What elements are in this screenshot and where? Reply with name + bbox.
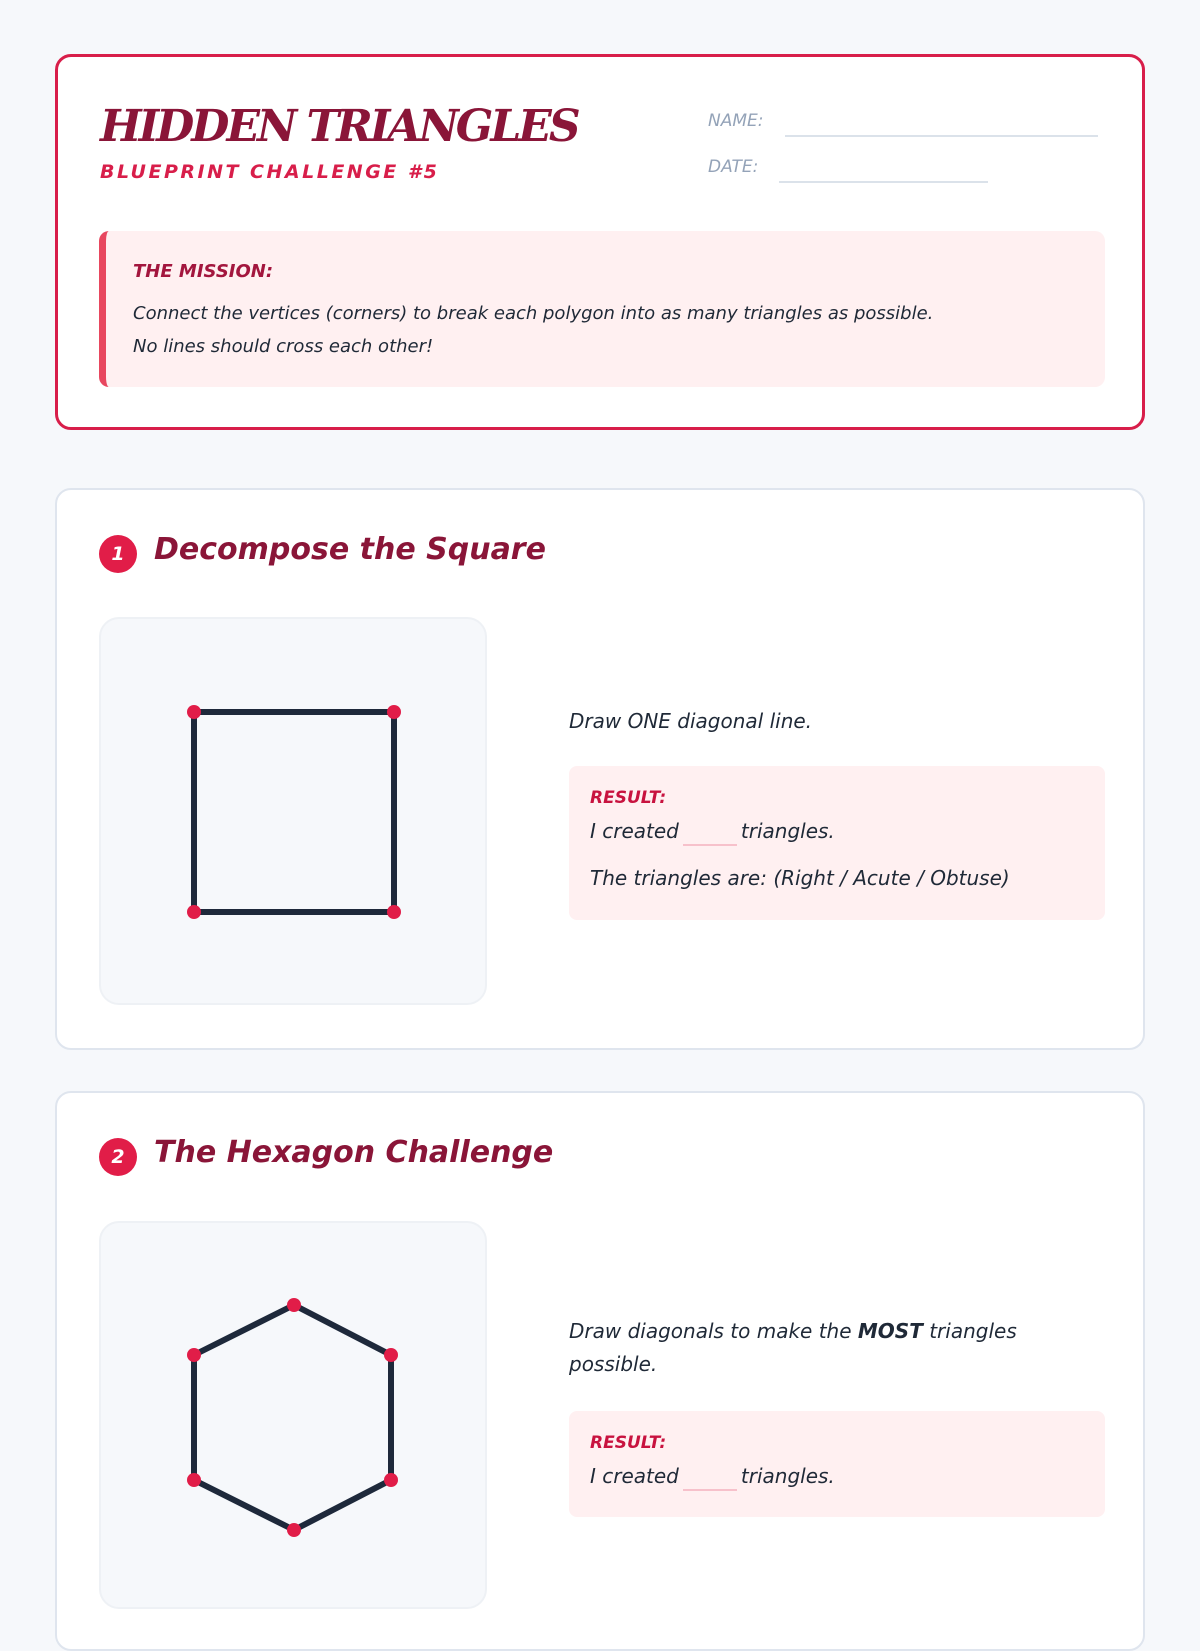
result-title: RESULT: xyxy=(590,788,667,808)
section-number-badge: 1 xyxy=(99,535,137,573)
vertex-point xyxy=(384,1473,398,1487)
worksheet-title: HIDDEN TRIANGLES xyxy=(100,101,578,152)
triangle-type-line: The triangles are: (Right / Acute / Obtuse) xyxy=(590,866,1010,890)
square-instruction: Draw ONE diagonal line. xyxy=(569,709,813,733)
name-field[interactable] xyxy=(785,135,1098,137)
result-count-line xyxy=(590,1464,835,1491)
result-prefix: I created xyxy=(590,1464,679,1488)
instruction-text: triangles possible. xyxy=(569,1319,1017,1376)
date-field[interactable] xyxy=(779,181,988,183)
square-outline xyxy=(194,712,394,912)
section-card-square xyxy=(55,488,1145,1050)
section-number-badge: 2 xyxy=(99,1138,137,1176)
section-title: The Hexagon Challenge xyxy=(154,1135,554,1170)
section-title: Decompose the Square xyxy=(154,532,546,567)
result-prefix: I created xyxy=(590,819,679,843)
result-title: RESULT: xyxy=(590,1433,667,1453)
vertex-point xyxy=(387,705,401,719)
instruction-emphasis: MOST xyxy=(857,1319,923,1343)
vertex-point xyxy=(187,1473,201,1487)
vertex-point xyxy=(187,705,201,719)
header-card xyxy=(55,54,1145,430)
mission-box xyxy=(99,231,1105,387)
square-figure xyxy=(101,619,489,1007)
vertex-point xyxy=(287,1523,301,1537)
result-suffix: triangles. xyxy=(740,819,835,843)
mission-line-1: Connect the vertices (corners) to break each polygon into as many triangles as possible. xyxy=(133,303,934,324)
hexagon-figure xyxy=(101,1223,489,1611)
square-drawing-area[interactable] xyxy=(99,617,487,1005)
mission-text xyxy=(133,297,1093,363)
result-suffix: triangles. xyxy=(740,1464,835,1488)
hexagon-outline xyxy=(194,1305,391,1530)
hexagon-instruction xyxy=(569,1315,1059,1381)
vertex-point xyxy=(287,1298,301,1312)
hexagon-result-box xyxy=(569,1411,1105,1517)
vertex-point xyxy=(187,905,201,919)
vertex-point xyxy=(187,1348,201,1362)
name-label: NAME: xyxy=(708,111,764,131)
mission-line-2: No lines should cross each other! xyxy=(133,336,434,357)
mission-title: THE MISSION: xyxy=(133,261,274,282)
square-result-box xyxy=(569,766,1105,920)
result-count-line xyxy=(590,819,835,846)
section-card-hexagon xyxy=(55,1091,1145,1651)
hexagon-drawing-area[interactable] xyxy=(99,1221,487,1609)
worksheet-subtitle: BLUEPRINT CHALLENGE #5 xyxy=(100,161,440,183)
vertex-point xyxy=(387,905,401,919)
triangle-count-blank[interactable] xyxy=(683,1467,737,1491)
date-label: DATE: xyxy=(708,157,759,177)
triangle-count-blank[interactable] xyxy=(683,822,737,846)
instruction-text: Draw diagonals to make the xyxy=(569,1319,858,1343)
vertex-point xyxy=(384,1348,398,1362)
